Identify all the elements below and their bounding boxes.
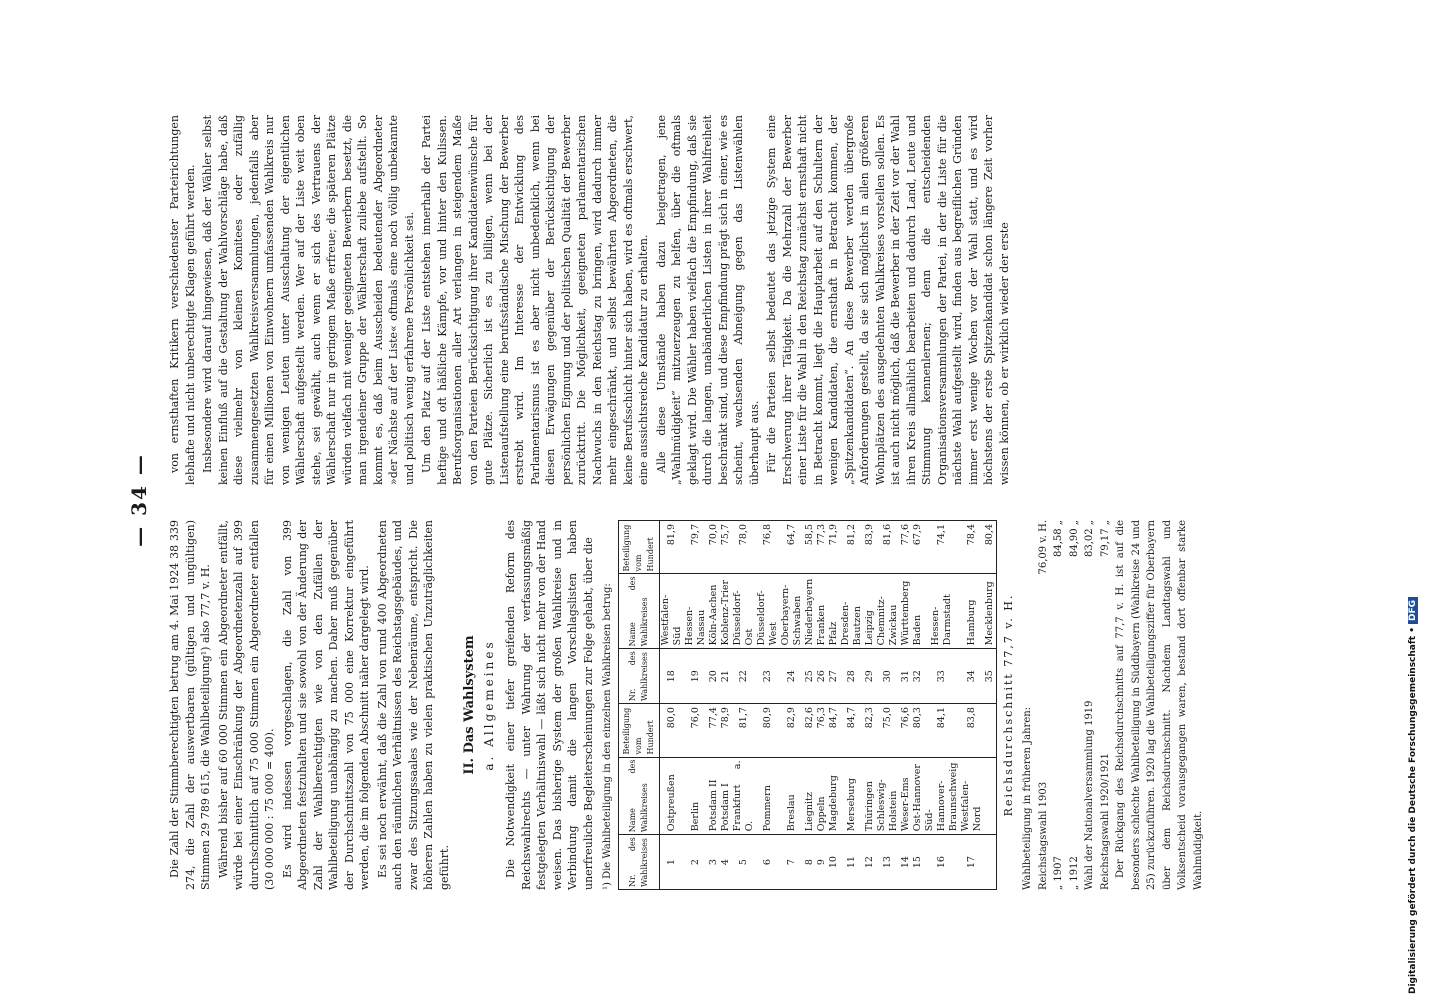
district-name: Ostpreußen: [659, 757, 684, 835]
election-turnout: 83,02 „: [1084, 520, 1095, 557]
earlier-title: Wahlbeteiligung in früheren Jahren:: [1022, 706, 1033, 890]
election-turnout: 76,09 v. H.: [1037, 520, 1049, 575]
turnout-value: 76,3: [816, 704, 828, 757]
table-row: [828, 521, 840, 890]
district-number: 27: [828, 649, 840, 704]
right-column: [167, 115, 1014, 485]
turnout-value: 84,7: [840, 704, 864, 757]
turnout-value: 82,6: [804, 704, 816, 757]
table-row: [816, 521, 828, 890]
turnout-value: 75,7: [720, 521, 732, 574]
turnout-value: 82,3: [864, 704, 876, 757]
table-row: [780, 521, 804, 890]
earlier-row: [1098, 520, 1114, 890]
subsection-heading: a. Allgemeines: [481, 639, 496, 771]
district-name: Oberbayern-Schwaben: [780, 574, 804, 649]
district-name: Potsdam II: [708, 757, 720, 835]
table-row: [912, 521, 924, 890]
left-column: [167, 520, 1208, 890]
district-number: 4: [720, 835, 732, 890]
district-number: 31: [900, 649, 912, 704]
district-number: 32: [912, 649, 924, 704]
rotated-page: [127, 110, 1307, 890]
table-row: [659, 521, 684, 890]
district-name: Pfalz: [828, 574, 840, 649]
turnout-value: 79,7: [684, 521, 708, 574]
turnout-value: 84,1: [924, 704, 960, 757]
district-name: Dresden-Bautzen: [840, 574, 864, 649]
election-turnout: 84,90 „: [1068, 520, 1080, 557]
table-row: [984, 521, 997, 890]
district-name: Magdeburg: [828, 757, 840, 835]
election-turnout: 84,58 „: [1053, 520, 1064, 557]
election-label: „ 1912: [1068, 856, 1080, 890]
earlier-row: [1067, 520, 1083, 890]
district-number: 18: [659, 649, 684, 704]
paragraph: Für die Parteien selbst bedeutet das jetzige System eine Erschwerung ihrer Tätigkeit. Da die Mehrzahl der Bewerber einer Liste für die Wahl in den Reichstag zunächst ernsthaft nicht in Betracht kommt, liegt die Hauptarbeit auf den Schultern der wenigen Kandidaten, die ernsthaft in Betracht kommen, der „Spitzenkandidaten“. An diese Bewerber werden übergroße Anforderungen gestellt, da sie sich möglichst in allen größeren Wohnplätzen des ausgedehnten Wahlkreises vorstellen sollen. Es ist auch nicht möglich, daß die Bewerber in der Zeit vor der Wahl ihren Kreis allmählich bearbeiten und dadurch Land, Leute und Stimmung kennenlernen; denn die entscheidenden Organisationsversammlungen der Partei, in der die Liste für die nächste Wahl aufgestellt wird, finden aus begreiflichen Gründen immer erst wenige Wochen vor der Wahl statt, und es wird höchstens der erste Spitzenkandidat schon längere Zeit vorher wissen können, ob er wirklich wieder der erste: [765, 115, 1011, 485]
turnout-value: 80,0: [659, 704, 684, 757]
district-number: 24: [780, 649, 804, 704]
col-header: Nr. des Wahlkreises: [618, 835, 659, 890]
table-row: [864, 521, 876, 890]
district-name: Westfalen-Nord: [960, 757, 984, 835]
district-number: 12: [864, 835, 876, 890]
paragraph: Die Zahl der Stimmberechtigten betrug am 4. Mai 1924 38 339 274, die Zahl der auswertbaren (gültigen und ungültigen) Stimmen 29 789 615, die Wahlbeteiligung¹) also 77,7 v. H.: [168, 520, 212, 890]
paragraph: Es wird indessen vorgeschlagen, die Zahl von 399 Abgeordneten festzuhalten und sie sowohl von der Änderung der Zahl der Wahlberechtigten wie von den Zufällen der Wahlbeteiligung unabhängig zu machen. Daher muß gegenüber der Durchschnittszahl von 75 000 eine Korrektur eingeführt werden, die im folgenden Abschnitt näher dargelegt wird.: [280, 520, 371, 890]
district-number: 33: [924, 649, 960, 704]
district-number: 2: [684, 835, 708, 890]
district-number: 22: [732, 649, 756, 704]
district-number: 13: [876, 835, 900, 890]
footnote: ¹) Die Wahlbeteiligung in den einzelnen Wahlkreisen betrug:: [602, 583, 613, 890]
district-name: Niederbayern: [804, 574, 816, 649]
turnout-value: 80,4: [984, 521, 997, 574]
earlier-row: [1082, 520, 1098, 890]
paragraph: Insbesondere wird darauf hingewiesen, daß der Wähler selbst keinen Einfluß auf die Gestaltung der Wahlvorschläge habe, daß diese vielmehr von kleinen Komitees oder zufällig zusammengesetzten Wahlkreisversammlungen, jedenfalls aber für einen Millionen von Einwohnern umfassenden Wahlkreis nur von wenigen Leuten unter Ausschaltung der eigentlichen Wählerschaft aufgestellt werden. Wer auf der Liste weit oben stehe, sei gewählt, auch wenn er sich des Vertrauens der Wählerschaft nur in geringem Maße erfreue; die späteren Plätze würden vielfach mit weniger geeigneten Bewerbern besetzt, die man irgendeiner Gruppe der Wählerschaft zuliebe aufstellt. So kommt es, daß beim Ausscheiden bedeutender Abgeordneter »der Nächste auf der Liste« oftmals eine noch völlig unbekannte und politisch wenig erfahrene Persönlichkeit sei.: [201, 115, 416, 485]
district-name: Süd-Hannover-Braunschweig: [924, 757, 960, 835]
election-turnout: 79,17 „: [1099, 520, 1111, 557]
table-body: [659, 521, 996, 890]
turnout-value: 76,8: [756, 521, 780, 574]
district-name: Köln-Aachen: [708, 574, 720, 649]
table-row: [804, 521, 816, 890]
district-name: Ost-Hannover: [912, 757, 924, 835]
dfg-logo: DFG: [1408, 597, 1418, 624]
district-name: Mecklenburg: [984, 574, 997, 649]
district-number: 15: [912, 835, 924, 890]
paragraph: Es sei noch erwähnt, daß die Zahl von rund 400 Abgeordneten auch den räumlichen Verhältnissen des Reichstagsgebäudes, und zwar des Sitzungssaales wie der Nebenräume, entspricht. Die höheren Zahlen haben zu vielen praktischen Unzuträglichkeiten geführt.: [375, 520, 451, 890]
district-number: [984, 835, 997, 890]
district-name: Hamburg: [960, 574, 984, 649]
turnout-value: 81,7: [732, 704, 756, 757]
paragraph: Die Notwendigkeit einer tiefer greifenden Reform des Reichswahlrechts — unter Wahrung der verfassungsmäßig festgelegten Verhältniswahl — läßt sich nicht mehr von der Hand weisen. Das bisherige System der großen Wahlkreise und in Verbindung damit die langen Vorschlagslisten haben unerfreuliche Begleiterscheinungen zur Folge gehabt, über die: [504, 520, 595, 890]
district-name: Koblenz-Trier: [720, 574, 732, 649]
district-number: 6: [756, 835, 780, 890]
turnout-value: 81,2: [840, 521, 864, 574]
col-header: Name des Wahlkreises: [618, 757, 659, 835]
district-number: 19: [684, 649, 708, 704]
table-header-row: [618, 521, 659, 890]
turnout-value: 83,9: [864, 521, 876, 574]
turnout-value: 82,9: [780, 704, 804, 757]
turnout-value: 77,6: [900, 521, 912, 574]
district-number: 20: [708, 649, 720, 704]
turnout-value: 80,3: [912, 704, 924, 757]
election-label: Reichstagswahl 1920/1921: [1099, 753, 1111, 890]
table-row: [720, 521, 732, 890]
turnout-value: 80,9: [756, 704, 780, 757]
turnout-value: 76,6: [900, 704, 912, 757]
district-number: 9: [816, 835, 828, 890]
turnout-value: 58,5: [804, 521, 816, 574]
table-row: [924, 521, 960, 890]
district-name: Pommern: [756, 757, 780, 835]
turnout-value: 71,9: [828, 521, 840, 574]
turnout-value: 78,9: [720, 704, 732, 757]
col-header: Nr. des Wahlkreises: [618, 649, 659, 704]
closing-note: Der Rückgang des Reichsdurchschnitts auf 77,7 v. H. ist auf die besonders schlechte Wahlbeteiligung in Süddbayern (Wahlkreise 24 und 25) zurückzuführen. 1920 lag die Wahlbeteiligungsziffer für Oberbayern über dem Reichsdurchschnitt. Nachdem Landtagswahl und Volksentscheid vorausgegangen waren, bestand dort offenbar starke Wahlmüdigkeit.: [1115, 520, 1204, 890]
earlier-list: [1036, 520, 1114, 890]
turnout-value: 76,0: [684, 704, 708, 757]
col-header: Beteiligung vom Hundert: [618, 521, 659, 574]
election-label: „ 1907: [1053, 856, 1064, 890]
district-number: 10: [828, 835, 840, 890]
district-name: Düsseldorf-Ost: [732, 574, 756, 649]
district-number: 14: [900, 835, 912, 890]
district-number: 7: [780, 835, 804, 890]
district-number: 1: [659, 835, 684, 890]
district-number: 28: [840, 649, 864, 704]
district-name: Weser-Ems: [900, 757, 912, 835]
earlier-row: [1051, 520, 1067, 890]
district-name: Westfalen-Süd: [659, 574, 684, 649]
district-number: 8: [804, 835, 816, 890]
turnout-value: 78,0: [732, 521, 756, 574]
turnout-table: [618, 520, 997, 890]
turnout-value: 78,4: [960, 521, 984, 574]
district-name: Potsdam I: [720, 757, 732, 835]
page-number: — 34 —: [127, 453, 151, 547]
district-number: 26: [816, 649, 828, 704]
paragraph: Um den Platz auf der Liste entstehen innerhalb der Partei heftige und oft häßliche Kämpfe, vor und hinter den Kulissen. Berufsorganisationen aller Art verlangen in steigendem Maße von den Parteien Berücksichtigung ihrer Kandidatenwünsche für gute Plätze. Sicherlich ist es zu billigen, wenn bei der Listenaufstellung eine berufsständische Mischung der Bewerber erstrebt wird. Im Interesse der Entwicklung des Parlamentarismus ist es aber nicht unbedenklich, wenn bei diesen Erwägungen gegenüber der Berücksichtigung der persönlichen Eignung und der politischen Qualität der Bewerber zurücktritt. Die Möglichkeit, geeigneten parlamentarischen Nachwuchs in den Reichstag zu bringen, wird dadurch immer mehr eingeschränkt, und selbst bewährten Abgeordneten, die keine Berufsschicht hinter sich haben, wird es oftmals erschwert, eine aussichtsreiche Kandidatur zu erhalten.: [420, 115, 650, 485]
turnout-value: 77,3: [816, 521, 828, 574]
district-name: [984, 757, 997, 835]
district-name: Thüringen: [864, 757, 876, 835]
turnout-value: 81,6: [876, 521, 900, 574]
district-number: 29: [864, 649, 876, 704]
district-number: 35: [984, 649, 997, 704]
table-row: [840, 521, 864, 890]
paragraph: von ernsthaften Kritikern verschiedenster Parteirichtungen lebhafte und nicht unberechtigte Klagen geführt werden.: [168, 115, 197, 485]
district-number: 21: [720, 649, 732, 704]
turnout-value: 77,4: [708, 704, 720, 757]
table-row: [960, 521, 984, 890]
earlier-turnout: [1020, 520, 1113, 890]
turnout-value: 74,1: [924, 521, 960, 574]
district-name: Düsseldorf-West: [756, 574, 780, 649]
district-number: 16: [924, 835, 960, 890]
col-header: Name des Wahlkreises: [618, 574, 659, 649]
digitization-text: Digitalisierung gefördert durch die Deutsche Forschungsgemeinschaft •: [1408, 627, 1418, 994]
table-row: [684, 521, 708, 890]
district-name: Hessen-Nassau: [684, 574, 708, 649]
district-name: Leipzig: [864, 574, 876, 649]
district-number: 30: [876, 649, 900, 704]
district-name: Hessen-Darmstadt: [924, 574, 960, 649]
district-name: Berlin: [684, 757, 708, 835]
reich-average: Reichsdurchschnitt 77,7 v. H.: [1001, 593, 1015, 817]
district-number: 5: [732, 835, 756, 890]
district-name: Oppeln: [816, 757, 828, 835]
turnout-value: 75,0: [876, 704, 900, 757]
turnout-value: 64,7: [780, 521, 804, 574]
turnout-value: [984, 704, 997, 757]
district-number: 23: [756, 649, 780, 704]
paragraph: Während bisher auf 60 000 Stimmen ein Abgeordneter entfällt, würde bei einer Einschränkung der Abgeordnetenzahl auf 399 durchschnittlich auf 75 000 Stimmen ein Abgeordneter entfallen (30 000 000 : 75 000 = 400).: [216, 520, 276, 890]
paragraph: Alle diese Umstände haben dazu beigetragen, jene „Wahlmüdigkeit“ mitzuerzeugen zu helfen, über die oftmals geklagt wird. Die Wähler haben vielfach die Empfindung, daß sie durch die langen, unabänderlichen Listen in ihrer Wahlfreiheit beschränkt sind, und diese Empfindung prägt sich in einer, wie es scheint, wachsenden Abneigung gegen das Listenwählen überhaupt aus.: [654, 115, 761, 485]
district-number: 17: [960, 835, 984, 890]
col-header: Beteiligung vom Hundert: [618, 704, 659, 757]
district-name: Württemberg: [900, 574, 912, 649]
turnout-value: 81,9: [659, 521, 684, 574]
table-row: [732, 521, 756, 890]
district-name: Frankfurt a. O.: [732, 757, 756, 835]
election-label: Reichstagswahl 1903: [1037, 781, 1049, 890]
district-name: Baden: [912, 574, 924, 649]
section-heading: II. Das Wahlsystem: [462, 635, 477, 775]
digitization-note: [1408, 597, 1418, 994]
district-number: 3: [708, 835, 720, 890]
earlier-row: [1036, 520, 1052, 890]
turnout-value: 84,7: [828, 704, 840, 757]
district-name: Schleswig-Holstein: [876, 757, 900, 835]
district-number: 25: [804, 649, 816, 704]
turnout-value: 67,9: [912, 521, 924, 574]
table-row: [756, 521, 780, 890]
table-row: [876, 521, 900, 890]
turnout-value: 70,0: [708, 521, 720, 574]
district-number: 34: [960, 649, 984, 704]
table-row: [900, 521, 912, 890]
table-row: [708, 521, 720, 890]
district-name: Chemnitz-Zwickau: [876, 574, 900, 649]
district-number: 11: [840, 835, 864, 890]
district-name: Liegnitz: [804, 757, 816, 835]
district-name: Franken: [816, 574, 828, 649]
district-name: Merseburg: [840, 757, 864, 835]
election-label: Wahl der Nationalversammlung 1919: [1084, 700, 1095, 890]
turnout-value: 83,8: [960, 704, 984, 757]
district-name: Breslau: [780, 757, 804, 835]
